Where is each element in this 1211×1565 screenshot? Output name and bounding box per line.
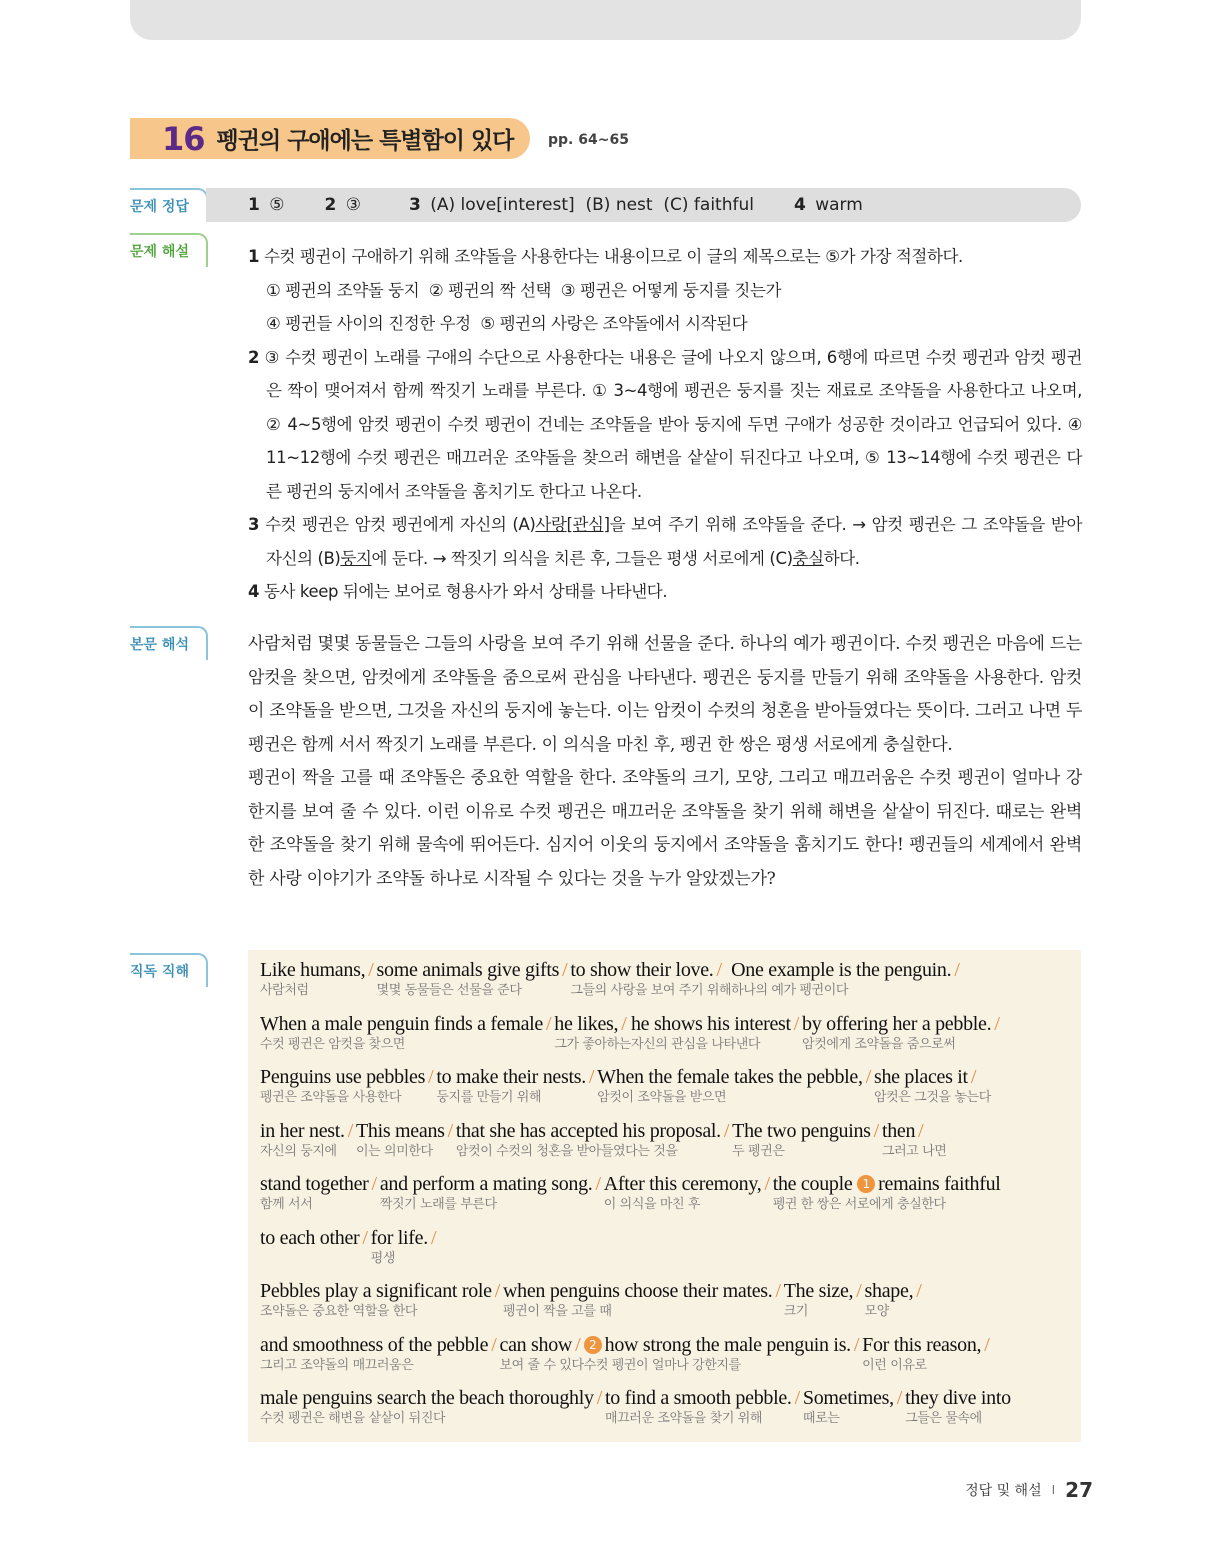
korean-gloss: 그리고 조약돌의 매끄러움은 [260, 1357, 414, 1373]
reading-chunk [784, 1279, 865, 1321]
chunk-divider: / [491, 1333, 497, 1356]
english-phrase: One example is the penguin. [731, 959, 952, 981]
reading-chunk [803, 1386, 905, 1428]
page-number: 27 [1065, 1478, 1093, 1502]
chunk-divider: / [494, 1280, 501, 1302]
korean-gloss: 수컷 펭귄이 얼마나 강한지를 [583, 1357, 741, 1373]
chunk-divider: / [793, 1012, 800, 1035]
english-phrase: male penguins search the beach thoroughly [260, 1387, 594, 1409]
reading-line [260, 1119, 1081, 1173]
chunk-divider: / [595, 1173, 601, 1195]
reading-chunk [597, 1065, 874, 1107]
korean-gloss: 그가 좋아하는 [554, 1036, 631, 1052]
reading-chunk [584, 1333, 862, 1375]
answers-tag: 문제 정답 [130, 188, 208, 222]
korean-gloss: 조약돌은 중요한 역할을 한다 [260, 1304, 418, 1319]
korean-gloss: 이는 의미한다 [355, 1143, 433, 1159]
english-phrase: Sometimes, [802, 1387, 894, 1409]
english-phrase: The two penguins [732, 1119, 871, 1142]
chunk-divider: / [853, 1333, 860, 1356]
page-reference: pp. 64~65 [548, 132, 629, 148]
chunk-divider: / [994, 1012, 1000, 1035]
korean-gloss: 둥지를 만들기 위해 [436, 1090, 542, 1105]
english-phrase: for life. [370, 1226, 428, 1249]
chunk-divider: / [371, 1173, 377, 1195]
english-phrase: Penguins use pebbles [260, 1066, 426, 1088]
chunk-divider: / [447, 1119, 453, 1142]
korean-gloss: 짝짓기 노래를 부른다 [379, 1197, 497, 1212]
english-phrase: she places it [873, 1066, 968, 1088]
reading-chunk [865, 1279, 925, 1321]
chunk-divider: / [723, 1119, 730, 1142]
english-phrase: Like humans, [260, 959, 366, 981]
chunk-divider: / [596, 1387, 602, 1409]
reading-line [260, 1279, 1081, 1333]
explanation-1: 1 수컷 펭귄이 구애하기 위해 조약돌을 사용한다는 내용이므로 이 글의 제목으로는 ⑤가 가장 적절하다. [248, 247, 963, 266]
chunk-divider: / [362, 1226, 368, 1249]
reading-chunk [554, 1012, 631, 1054]
korean-gloss: 수컷 펭귄은 해변을 샅샅이 뒤진다 [260, 1411, 446, 1426]
chunk-divider: / [588, 1066, 595, 1088]
reading-tag: 직독 직해 [130, 953, 208, 987]
english-phrase: that she has accepted his proposal. [455, 1119, 721, 1142]
korean-gloss: 그러고 나면 [881, 1143, 947, 1159]
reading-chunk [862, 1333, 992, 1375]
korean-gloss: 그들의 사랑을 보여 주기 위해 [570, 983, 732, 998]
reading-chunk [371, 1226, 440, 1268]
korean-gloss: 매끄러운 조약돌을 찾기 위해 [604, 1411, 763, 1426]
chunk-divider: / [775, 1280, 781, 1302]
reading-chunk [260, 1279, 503, 1321]
chunk-divider: / [575, 1333, 581, 1356]
chunk-divider: / [430, 1226, 437, 1249]
explanation-1-options-a: ① 펭귄의 조약돌 둥지 ② 펭귄의 짝 선택 ③ 펭귄은 어떻게 둥지를 짓는가 [266, 280, 782, 300]
english-phrase: and perform a mating song. [379, 1173, 593, 1195]
direct-reading-box [248, 950, 1081, 1442]
english-phrase: the couple [772, 1173, 853, 1195]
reading-chunk [377, 958, 571, 1000]
answer-3: 3 (A) love[interest] (B) nest (C) faithful [409, 195, 754, 215]
reading-chunk [570, 958, 731, 1000]
reading-chunk [260, 1119, 356, 1161]
reading-chunk [732, 1119, 882, 1161]
reading-chunk [503, 1279, 784, 1321]
translation-paragraph: 사람처럼 몇몇 동물들은 그들의 사랑을 보여 주기 위해 선물을 준다. 하나의 예가 펭귄이다. 수컷 펭귄은 마음에 드는 암컷을 찾으면, 암컷에게 조약돌을 줌으로써 관심을 나타낸다. 펭귄은 둥지를 만들기 위해 조약돌을 사용한다. 암컷이 조약돌을 받으면, 그것을 자신의 둥지에 놓는다. 이는 암컷이 수컷의 청혼을 받아들였다는 뜻이다. 그러고 나면 두 펭귄은 함께 서서 짝짓기 노래를 부른다. 이 의식을 마친 후, 펭귄 한 쌍은 평생 서로에게 충실한다. [248, 634, 1082, 755]
reading-line [260, 1386, 1081, 1440]
answer-2: 2 ③ [324, 195, 361, 215]
footer-label: 정답 및 해설 [965, 1483, 1042, 1499]
english-phrase: to each other [260, 1226, 360, 1249]
reading-chunk [260, 1226, 371, 1268]
chunk-divider: / [716, 959, 722, 981]
reading-chunk [905, 1386, 1011, 1428]
english-phrase: When a male penguin finds a female [260, 1012, 544, 1035]
reading-line [260, 1333, 1081, 1387]
english-phrase: remains faithful [878, 1173, 1001, 1195]
footer-separator: I [1051, 1483, 1056, 1497]
reading-chunk [874, 1065, 991, 1107]
korean-gloss [260, 1250, 371, 1268]
english-phrase: he shows his interest [630, 1012, 791, 1035]
korean-gloss: 그들은 물속에 [905, 1411, 982, 1426]
lesson-title: 펭귄의 구애에는 특별함이 있다 [216, 128, 514, 154]
korean-gloss: 이 의식을 마친 후 [603, 1197, 701, 1212]
chunk-divider: / [794, 1387, 800, 1409]
explanations-tag: 문제 해설 [130, 233, 208, 267]
reading-line [260, 1172, 1081, 1226]
explanation-4: 4 동사 keep 뒤에는 보어로 형용사가 와서 상태를 나타낸다. [248, 582, 668, 601]
english-phrase: in her nest. [260, 1119, 345, 1142]
english-phrase: to find a smooth pebble. [604, 1387, 792, 1409]
chunk-divider: / [621, 1012, 627, 1035]
top-decoration-bar [130, 0, 1081, 40]
chunk-divider: / [562, 959, 568, 981]
korean-gloss: 모양 [864, 1304, 889, 1319]
reading-chunk [773, 1172, 1001, 1214]
korean-gloss: 몇몇 동물들은 선물을 준다 [376, 983, 522, 998]
korean-gloss: 때로는 [802, 1411, 840, 1426]
english-phrase: shape, [864, 1280, 914, 1302]
chunk-divider: / [916, 1280, 922, 1302]
reading-chunk [356, 1119, 456, 1161]
chunk-divider: / [873, 1119, 879, 1142]
english-phrase: Pebbles play a significant role [260, 1280, 492, 1302]
chunk-divider: / [954, 959, 960, 981]
english-phrase: can show [499, 1333, 573, 1356]
page-footer [965, 1478, 1093, 1502]
korean-gloss: 이런 이유로 [862, 1357, 927, 1373]
english-phrase: some animals give gifts [376, 959, 560, 981]
english-phrase: After this ceremony, [603, 1173, 762, 1195]
korean-gloss: 자신의 관심을 나타낸다 [630, 1036, 761, 1052]
reading-line [260, 1012, 1081, 1066]
english-phrase: This means [355, 1119, 445, 1142]
note-number-badge: 2 [584, 1336, 602, 1354]
reading-line [260, 1226, 1081, 1280]
chunk-divider: / [970, 1066, 977, 1088]
korean-gloss: 두 펭귄은 [732, 1143, 785, 1159]
lesson-title-banner [130, 118, 530, 159]
reading-chunk [802, 1012, 1003, 1054]
english-phrase: and smoothness of the pebble [260, 1333, 489, 1356]
reading-chunk [260, 1012, 554, 1054]
translation [248, 628, 1082, 896]
reading-chunk [456, 1119, 732, 1161]
english-phrase: they dive into [905, 1387, 1011, 1409]
english-phrase: by offering her a pebble. [802, 1012, 992, 1035]
chunk-divider: / [347, 1119, 353, 1142]
reading-chunk [731, 958, 962, 1000]
reading-chunk [631, 1012, 802, 1054]
korean-gloss: 암컷은 그것을 놓는다 [873, 1090, 991, 1105]
english-phrase: The size, [783, 1280, 854, 1302]
english-phrase: When the female takes the pebble, [597, 1066, 863, 1088]
reading-chunk [260, 1333, 500, 1375]
reading-chunk [260, 1386, 605, 1428]
english-phrase: stand together [260, 1173, 369, 1195]
chunk-divider: / [918, 1119, 924, 1142]
reading-chunk [260, 1065, 436, 1107]
reading-chunk [882, 1119, 947, 1161]
korean-gloss: 펭귄은 조약돌을 사용한다 [260, 1090, 402, 1105]
explanations [248, 240, 1082, 609]
english-phrase: how strong the male penguin is. [604, 1333, 851, 1356]
chunk-divider: / [546, 1012, 552, 1035]
reading-chunk [380, 1172, 604, 1214]
explanation-2: 2 ③ 수컷 펭귄이 노래를 구애의 수단으로 사용한다는 내용은 글에 나오지 않으며, 6행에 따르면 수컷 펭귄과 암컷 펭귄은 짝이 맺어져서 함께 짝짓기 노래를 부른다. ① 3~4행에 펭귄은 둥지를 짓는 재료로 조약돌을 사용한다고 나오며, ② 4~5행에 암컷 펭귄이 수컷 펭귄이 건네는 조약돌을 받아 둥지에 두면 구애가 성공한 것이라고 언급되어 있다. ④ 11~12행에 수컷 펭귄은 매끄러운 조약돌을 찾으러 해변을 샅샅이 뒤진다고 나오며, ⑤ 13~14행에 수컷 펭귄은 다른 펭귄의 둥지에서 조약돌을 훔치기도 한다고 나온다. [248, 347, 1082, 501]
reading-chunk [260, 958, 377, 1000]
english-phrase: to show their love. [570, 959, 714, 981]
reading-chunk [260, 1172, 380, 1214]
chunk-divider: / [856, 1280, 862, 1302]
english-phrase: to make their nests. [436, 1066, 586, 1088]
note-number-badge: 1 [857, 1175, 875, 1193]
korean-gloss: 크기 [783, 1304, 809, 1319]
english-phrase: he likes, [554, 1012, 619, 1035]
chunk-divider: / [764, 1173, 770, 1195]
translation-tag: 본문 해석 [130, 626, 208, 660]
korean-gloss: 하나의 예가 펭귄이다 [731, 983, 849, 998]
lesson-number: 16 [162, 119, 205, 158]
reading-chunk [436, 1065, 597, 1107]
korean-gloss: 사람처럼 [260, 983, 309, 998]
chunk-divider: / [428, 1066, 434, 1088]
chunk-divider: / [865, 1066, 871, 1088]
answer-4: 4 warm [793, 195, 863, 215]
chunk-divider: / [368, 959, 374, 981]
answers-bar [206, 188, 1081, 222]
korean-gloss: 암컷이 조약돌을 받으면 [597, 1090, 727, 1105]
chunk-divider: / [984, 1333, 990, 1356]
english-phrase: then [881, 1119, 916, 1142]
korean-gloss: 암컷이 수컷의 청혼을 받아들였다는 것을 [455, 1143, 678, 1159]
translation-paragraph: 펭귄이 짝을 고를 때 조약돌은 중요한 역할을 한다. 조약돌의 크기, 모양, 그리고 매끄러움은 수컷 펭귄이 얼마나 강한지를 보여 줄 수 있다. 이런 이유로 수컷 펭귄은 매끄러운 조약돌을 찾기 위해 해변을 샅샅이 뒤진다. 때로는 완벽한 조약돌을 찾기 위해 물속에 뛰어든다. 심지어 이웃의 둥지에서 조약돌을 훔치기도 한다! 펭귄들의 세계에서 완벽한 사랑 이야기가 조약돌 하나로 시작될 수 있다는 것을 누가 알았겠는가? [248, 768, 1082, 889]
explanation-1-options-b: ④ 펭귄들 사이의 진정한 우정 ⑤ 펭귄의 사랑은 조약돌에서 시작된다 [266, 314, 748, 333]
korean-gloss: 자신의 둥지에 [260, 1143, 337, 1159]
korean-gloss: 펭귄이 짝을 고를 때 [503, 1304, 612, 1319]
korean-gloss: 평생 [370, 1250, 395, 1266]
chunk-divider: / [896, 1387, 903, 1409]
reading-chunk [500, 1333, 584, 1375]
english-phrase: For this reason, [862, 1333, 982, 1356]
korean-gloss: 함께 서서 [260, 1197, 313, 1212]
korean-gloss: 암컷에게 조약돌을 줌으로써 [802, 1036, 956, 1052]
reading-chunk [605, 1386, 803, 1428]
english-phrase: when penguins choose their mates. [503, 1280, 773, 1302]
korean-gloss: 펭귄 한 쌍은 서로에게 충실한다 [772, 1197, 946, 1212]
reading-line [260, 1065, 1081, 1119]
korean-gloss: 수컷 펭귄은 암컷을 찾으면 [260, 1036, 405, 1052]
answer-1: 1 ⑤ [248, 195, 285, 215]
korean-gloss: 보여 줄 수 있다 [499, 1357, 584, 1373]
reading-chunk [604, 1172, 773, 1214]
explanation-3: 3 수컷 펭귄은 암컷 펭귄에게 자신의 (A)사랑[관심]을 보여 주기 위해 조약돌을 준다. → 암컷 펭귄은 그 조약돌을 받아 자신의 (B)둥지에 둔다. → 짝짓기 의식을 치른 후, 그들은 평생 서로에게 (C)충실하다. [248, 515, 1082, 568]
reading-line [260, 958, 1081, 1012]
